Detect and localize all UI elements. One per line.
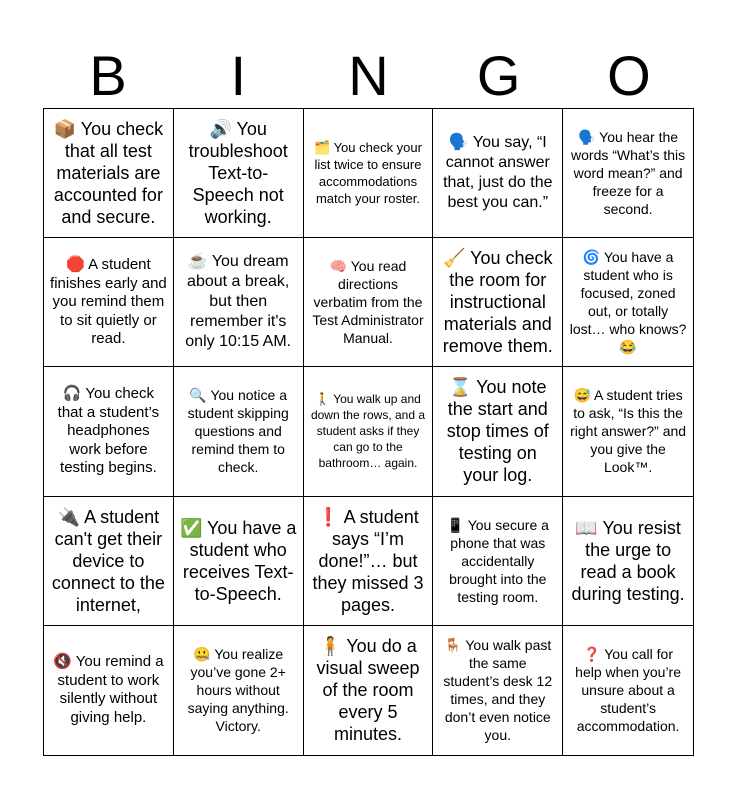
bingo-cell[interactable] <box>433 109 563 238</box>
bingo-cell[interactable] <box>433 497 563 626</box>
bingo-cell-text: 🤐 You realize you’ve gone 2+ hours without saying anything. Victory. <box>187 646 289 735</box>
bingo-cell-text: 📱 You secure a phone that was accidentally brought into the testing room. <box>446 516 549 605</box>
header-letter-o: O <box>607 44 651 107</box>
bingo-cell-text: 🪑 You walk past the same student’s desk 12 times, and they don’t even notice you. <box>443 637 553 744</box>
bingo-cell-text: 🧠 You read directions verbatim from the Test Administrator Manual. <box>312 258 424 347</box>
bingo-cell[interactable] <box>44 497 174 626</box>
bingo-cell-text: ✅ You have a student who receives Text-to-Speech. <box>179 517 297 604</box>
bingo-cell-text: 🗣️ You hear the words “What’s this word mean?” and freeze for a second. <box>571 129 686 218</box>
bingo-cell[interactable] <box>563 626 693 755</box>
bingo-cell[interactable] <box>563 238 693 367</box>
bingo-cell[interactable] <box>44 238 174 367</box>
bingo-header <box>43 44 694 108</box>
bingo-cell-text: 🧹 You check the room for instructional materials and remove them. <box>442 248 553 357</box>
bingo-cell-text: 📦 You check that all test materials are accounted for and secure. <box>53 119 164 228</box>
bingo-cell[interactable] <box>44 626 174 755</box>
bingo-cell[interactable] <box>563 497 693 626</box>
bingo-cell-text: 🌀 You have a student who is focused, zoned out, or totally lost… who knows? 😂 <box>569 249 687 356</box>
bingo-cell-text: 🚶 You walk up and down the rows, and a student asks if they can go to the bathroom… again. <box>310 392 426 471</box>
bingo-cell[interactable] <box>174 626 304 755</box>
bingo-cell[interactable] <box>304 238 434 367</box>
bingo-cell-text: 🔌 A student can't get their device to connect to the internet, <box>51 506 165 615</box>
bingo-card-grid <box>43 108 694 756</box>
bingo-cell-text: ❗ A student says “I’m done!”… but they missed 3 pages. <box>312 506 424 615</box>
bingo-cell-text: 🗣️ You say, “I cannot answer that, just do the best you can.” <box>443 134 553 212</box>
bingo-cell[interactable] <box>433 367 563 496</box>
header-letter-n: N <box>348 44 389 107</box>
bingo-cell-text: 🔊 You troubleshoot Text-to-Speech not working. <box>188 119 288 228</box>
bingo-cell[interactable] <box>563 109 693 238</box>
bingo-cell-text: 🔍 You notice a student skipping questions and remind them to check. <box>187 387 289 476</box>
bingo-cell[interactable] <box>304 497 434 626</box>
header-letter-i: I <box>230 44 247 107</box>
header-letter-g: G <box>476 44 521 107</box>
bingo-cell-text: ☕ You dream about a break, but then remember it's only 10:15 AM. <box>185 253 292 351</box>
bingo-cell-text: 🔇 You remind a student to work silently without giving help. <box>53 653 164 726</box>
bingo-cell[interactable] <box>304 626 434 755</box>
bingo-cell[interactable] <box>174 497 304 626</box>
bingo-cell[interactable] <box>174 238 304 367</box>
bingo-cell-text: 📖 You resist the urge to read a book during testing. <box>571 517 685 604</box>
bingo-cell[interactable] <box>433 238 563 367</box>
bingo-cell[interactable] <box>174 367 304 496</box>
bingo-cell[interactable] <box>563 367 693 496</box>
bingo-cell[interactable] <box>44 367 174 496</box>
bingo-cell-text: ⌛ You note the start and stop times of testing on your log. <box>446 377 549 486</box>
bingo-cell-text: 🎧 You check that a student’s headphones work before testing begins. <box>57 385 160 477</box>
bingo-cell[interactable] <box>304 109 434 238</box>
bingo-cell-text: 🗂️ You check your list twice to ensure accommodations match your roster. <box>314 140 422 207</box>
bingo-cell[interactable] <box>304 367 434 496</box>
bingo-cell-text: 🛑 A student finishes early and you remind them to sit quietly or read. <box>50 256 167 348</box>
bingo-cell[interactable] <box>174 109 304 238</box>
header-letter-b: B <box>89 44 127 107</box>
bingo-cell-text: 🧍 You do a visual sweep of the room every 5 minutes. <box>316 636 420 745</box>
bingo-cell[interactable] <box>44 109 174 238</box>
bingo-cell[interactable] <box>433 626 563 755</box>
bingo-cell-text: ❓ You call for help when you’re unsure about a student’s accommodation. <box>575 646 682 735</box>
bingo-cell-text: 😅 A student tries to ask, “Is this the right answer?” and you give the Look™. <box>570 387 687 476</box>
